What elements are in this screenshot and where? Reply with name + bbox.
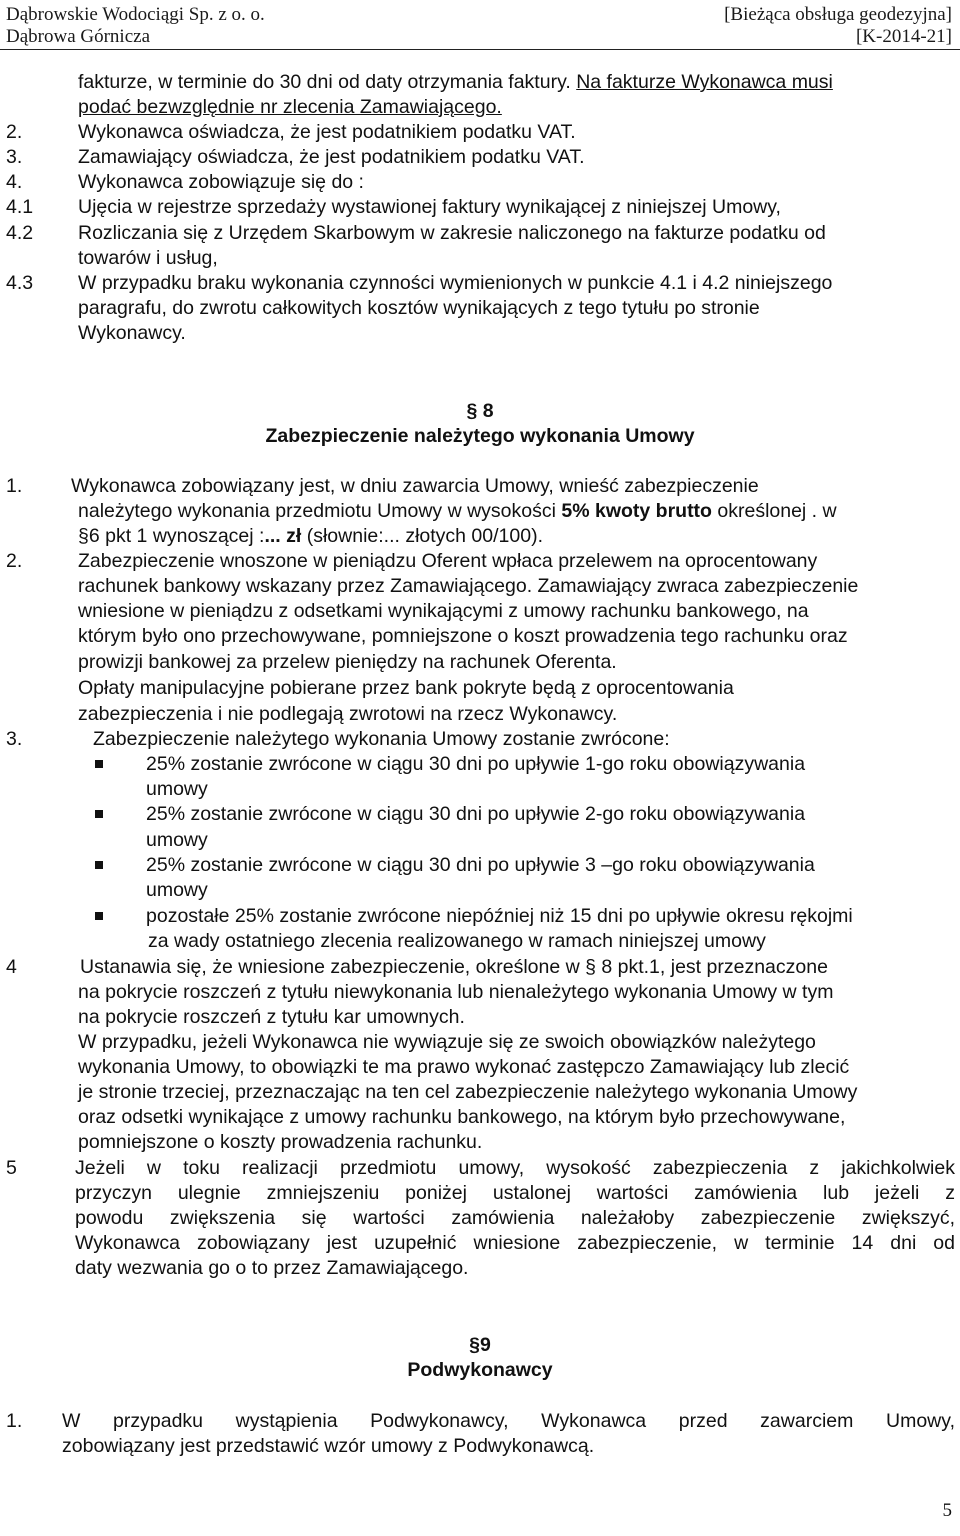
section-9-number: §9	[469, 1334, 491, 1356]
item-3-number: 3.	[6, 146, 23, 168]
s8-p4-line: W przypadku, jeżeli Wykonawca nie wywiązuje się ze swoich obowiązków należytego	[78, 1031, 816, 1053]
square-bullet-icon	[95, 760, 103, 768]
s8-p3-bullet-line: za wady ostatniego zlecenia realizowanego w ramach niniejszej umowy	[148, 930, 766, 952]
section-9-title: Podwykonawcy	[407, 1359, 553, 1381]
s8-p4-line: wykonania Umowy, to obowiązki te ma prawo wykonać zastępczo Zamawiający lub zlecić	[78, 1056, 850, 1078]
header-code: [K-2014-21]	[855, 26, 952, 47]
item-4-2-number: 4.2	[6, 222, 34, 244]
item-4-1-number: 4.1	[6, 196, 34, 218]
section-sign-icon: §	[466, 400, 483, 422]
item-4-3-text-b: paragrafu, do zwrotu całkowitych kosztów wynikających z tego tytułu po stronie	[78, 297, 760, 319]
s8-p4-line: pomniejszone o koszty prowadzenia rachunku.	[78, 1131, 483, 1153]
s8-p1-line-3: §6 pkt 1 wynoszącej :... zł (słownie:... złotych 00/100).	[78, 525, 543, 547]
s8-p5-line: Jeżeli w toku realizacji przedmiotu umowy, wysokość zabezpieczenia z jakichkolwiek	[75, 1157, 955, 1179]
section-8-number: § 8	[466, 400, 494, 422]
s8-p4-line: je stronie trzeciej, przeznaczając na ten cel zabezpieczenie należytego wykonania Umowy	[78, 1081, 858, 1103]
s8-p5-line: powodu zwiększenia się wartości zamówienia należałoby zabezpieczenie zwiększyć,	[75, 1207, 955, 1229]
s8-p2-line: zabezpieczenia i nie podlegają zwrotowi na rzecz Wykonawcy.	[78, 703, 618, 725]
s8-p3-bullet-line: pozostałe 25% zostanie zwrócone niepóźniej niż 15 dni po upływie okresu rękojmi	[146, 905, 853, 927]
item-4-text: Wykonawca zobowiązuje się do :	[78, 171, 364, 193]
s8-p4-number: 4	[6, 956, 17, 978]
intro-line-1: fakturze, w terminie do 30 dni od daty otrzymania faktury. Na fakturze Wykonawca musi	[78, 71, 833, 93]
s8-p1-number: 1.	[6, 475, 23, 497]
section-sign-icon: §	[469, 1334, 480, 1356]
square-bullet-icon	[95, 912, 103, 920]
header-divider	[0, 49, 960, 50]
item-4-2-text-b: towarów i usług,	[78, 247, 218, 269]
s8-p4-line: na pokrycie roszczeń z tytułu niewykonania lub nienależytego wykonania Umowy w tym	[78, 981, 834, 1003]
item-4-3-number: 4.3	[6, 272, 34, 294]
item-2-text: Wykonawca oświadcza, że jest podatnikiem podatku VAT.	[78, 121, 576, 143]
s8-p2-line: którym było ono przechowywane, pomniejszone o koszt prowadzenia tego rachunku oraz	[78, 625, 848, 647]
item-2-number: 2.	[6, 121, 23, 143]
s8-p5-number: 5	[6, 1157, 17, 1179]
s8-p3-bullet-line: 25% zostanie zwrócone w ciągu 30 dni po upływie 3 –go roku obowiązywania	[146, 854, 815, 876]
item-4-2-text-a: Rozliczania się z Urzędem Skarbowym w zakresie naliczonego na fakturze podatku od	[78, 222, 826, 244]
page-number: 5	[942, 1500, 952, 1521]
s8-p1-line-2: należytego wykonania przedmiotu Umowy w wysokości 5% kwoty brutto określonej . w	[78, 500, 837, 522]
s8-p2-line: prowizji bankowej za przelew pieniędzy na rachunek Oferenta.	[78, 651, 617, 673]
s8-p4-line: Ustanawia się, że wniesione zabezpieczenie, określone w § 8 pkt.1, jest przeznaczone	[80, 956, 828, 978]
s8-p3-bullet-line: umowy	[146, 829, 208, 851]
s8-p2-number: 2.	[6, 550, 23, 572]
s8-p3-text: Zabezpieczenie należytego wykonania Umowy zostanie zwrócone:	[93, 728, 670, 750]
s8-p4-line: na pokrycie roszczeń z tytułu kar umownych.	[78, 1006, 465, 1028]
item-4-number: 4.	[6, 171, 23, 193]
s8-p2-line: Zabezpieczenie wnoszone w pieniądzu Oferent wpłaca przelewem na oprocentowany	[78, 550, 818, 572]
s8-p3-bullet-line: 25% zostanie zwrócone w ciągu 30 dni po upływie 2-go roku obowiązywania	[146, 803, 806, 825]
item-3-text: Zamawiający oświadcza, że jest podatnikiem podatku VAT.	[78, 146, 585, 168]
section-sign-icon: §	[78, 525, 89, 547]
item-4-3-text-c: Wykonawcy.	[78, 322, 186, 344]
s9-p1-line: W przypadku wystąpienia Podwykonawcy, Wykonawca przed zawarciem Umowy,	[62, 1410, 955, 1432]
s8-p2-line: wniesione w pieniądzu z odsetkami wynikającymi z umowy rachunku bankowego, na	[78, 600, 809, 622]
s9-p1-number: 1.	[6, 1410, 23, 1432]
header-city: Dąbrowa Górnicza	[6, 26, 151, 47]
section-8-title: Zabezpieczenie należytego wykonania Umowy	[265, 425, 695, 447]
s8-p5-line: Wykonawca zobowiązany jest uzupełnić wniesione zabezpieczenie, w terminie 14 dni od	[75, 1232, 955, 1254]
s8-p5-line: przyczyn ulegnie zmniejszeniu poniżej ustalonej wartości zamówienia lub jeżeli z	[75, 1182, 955, 1204]
s8-p2-line: Opłaty manipulacyjne pobierane przez bank pokryte będą z oprocentowania	[78, 677, 734, 699]
s9-p1-line: zobowiązany jest przedstawić wzór umowy z Podwykonawcą.	[62, 1435, 595, 1457]
s8-p5-line: daty wezwania go o to przez Zamawiającego.	[75, 1257, 469, 1279]
square-bullet-icon	[95, 810, 103, 818]
item-4-1-text: Ujęcia w rejestrze sprzedaży wystawionej faktury wynikającej z niniejszej Umowy,	[78, 196, 781, 218]
s8-p3-bullet-line: umowy	[146, 778, 208, 800]
s8-p3-number: 3.	[6, 728, 23, 750]
item-4-3-text-a: W przypadku braku wykonania czynności wymienionych w punkcie 4.1 i 4.2 niniejszego	[78, 272, 833, 294]
header-subject: [Bieżąca obsługa geodezyjna]	[724, 4, 952, 25]
square-bullet-icon	[95, 861, 103, 869]
s8-p2-line: rachunek bankowy wskazany przez Zamawiającego. Zamawiający zwraca zabezpieczenie	[78, 575, 859, 597]
intro-line-2: podać bezwzględnie nr zlecenia Zamawiającego.	[78, 96, 502, 118]
header-company: Dąbrowskie Wodociągi Sp. z o. o.	[6, 4, 265, 25]
s8-p3-bullet-line: 25% zostanie zwrócone w ciągu 30 dni po upływie 1-go roku obowiązywania	[146, 753, 806, 775]
s8-p4-line: oraz odsetki wynikające z umowy rachunku bankowego, na którym było przechowywane,	[78, 1106, 846, 1128]
s8-p1-line-1: Wykonawca zobowiązany jest, w dniu zawarcia Umowy, wnieść zabezpieczenie	[71, 475, 759, 497]
s8-p3-bullet-line: umowy	[146, 879, 208, 901]
